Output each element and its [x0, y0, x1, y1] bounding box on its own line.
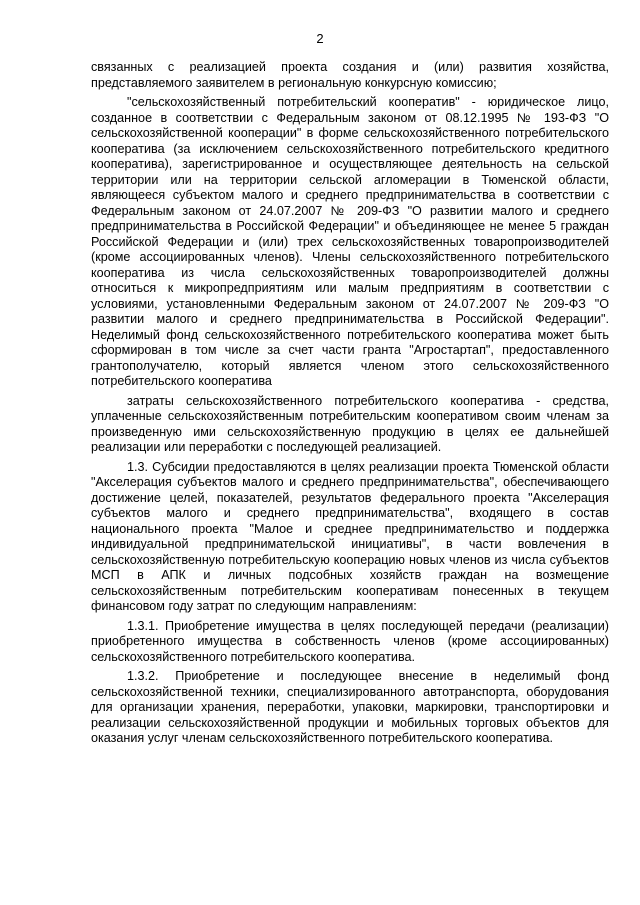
paragraph-1-3: 1.3. Субсидии предоставляются в целях реализации проекта Тюменской области "Акселерация субъектов малого и среднего предпринимательства", обеспечивающего достижение целей, показателей, результатов федерального проекта "Акселерация субъектов малого и среднего предпринимательства", входящего в состав национального проекта "Малое и среднее предпринимательство и поддержка индивидуальной предпринимательской инициативы", в части вовлечения в сельскохозяйственную потребительскую кооперацию новых членов из числа субъектов МСП в АПК и личных подсобных хозяйств граждан на возмещение сельскохозяйственным потребительским кооперативам понесенных в текущем финансовом году затрат по следующим направлениям:: [91, 459, 609, 613]
paragraph-definition-cooperative: "сельскохозяйственный потребительский кооператив" - юридическое лицо, созданное в соответствии с Федеральным законом от 08.12.1995 № 193-ФЗ "О сельскохозяйственной кооперации" в форме сельскохозяйственного потребительского кооператива (за исключением сельскохозяйственного потребительского кредитного кооператива), зарегистрированное и осуществляющее деятельность на сельской территории или на территории сельской агломерации в Тюменской области, являющееся субъектом малого и среднего предпринимательства в соответствии с Федеральным законом от 24.07.2007 № 209-ФЗ "О развитии малого и среднего предпринимательства в Российской Федерации" и объединяющее не менее 5 граждан Российской Федерации и (или) трех сельскохозяйственных товаропроизводителей (кроме ассоциированных членов). Члены сельскохозяйственного потребительского кооператива из числа сельскохозяйственных товаропроизводителей должны относиться к микропредприятиям или малым предприятиям в соответствии с условиями, установленными Федеральным законом от 24.07.2007 № 209-ФЗ "О развитии малого и среднего предпринимательства в Российской Федерации". Неделимый фонд сельскохозяйственного потребительского кооператива может быть сформирован в том числе за счет части гранта "Агростартап", предоставленного грантополучателю, который является членом этого сельскохозяйственного потребительского кооператива: [91, 95, 609, 388]
paragraph-1-3-1: 1.3.1. Приобретение имущества в целях последующей передачи (реализации) приобретенного имущества в собственность членов (кроме ассоциированных) сельскохозяйственного потребительского кооператива.: [91, 618, 609, 664]
document-body: [91, 60, 609, 751]
paragraph-1-3-2: 1.3.2. Приобретение и последующее внесение в неделимый фонд сельскохозяйственной техники, специализированного автотранспорта, оборудования для организации хранения, переработки, упаковки, маркировки, транспортировки и реализации сельскохозяйственной продукции и мобильных торговых объектов для оказания услуг членам сельскохозяйственного потребительского кооператива.: [91, 669, 609, 745]
paragraph-continuation: связанных с реализацией проекта создания и (или) развития хозяйства, представляемого заявителем в региональную конкурсную комиссию;: [91, 60, 609, 90]
page-number: 2: [316, 31, 324, 46]
paragraph-definition-costs: затраты сельскохозяйственного потребительского кооператива - средства, уплаченные сельскохозяйственным потребительским кооперативом своим членам за произведенную ими сельскохозяйственную продукцию в целях ее дальнейшей реализации или переработки с последующей реализацией.: [91, 393, 609, 454]
